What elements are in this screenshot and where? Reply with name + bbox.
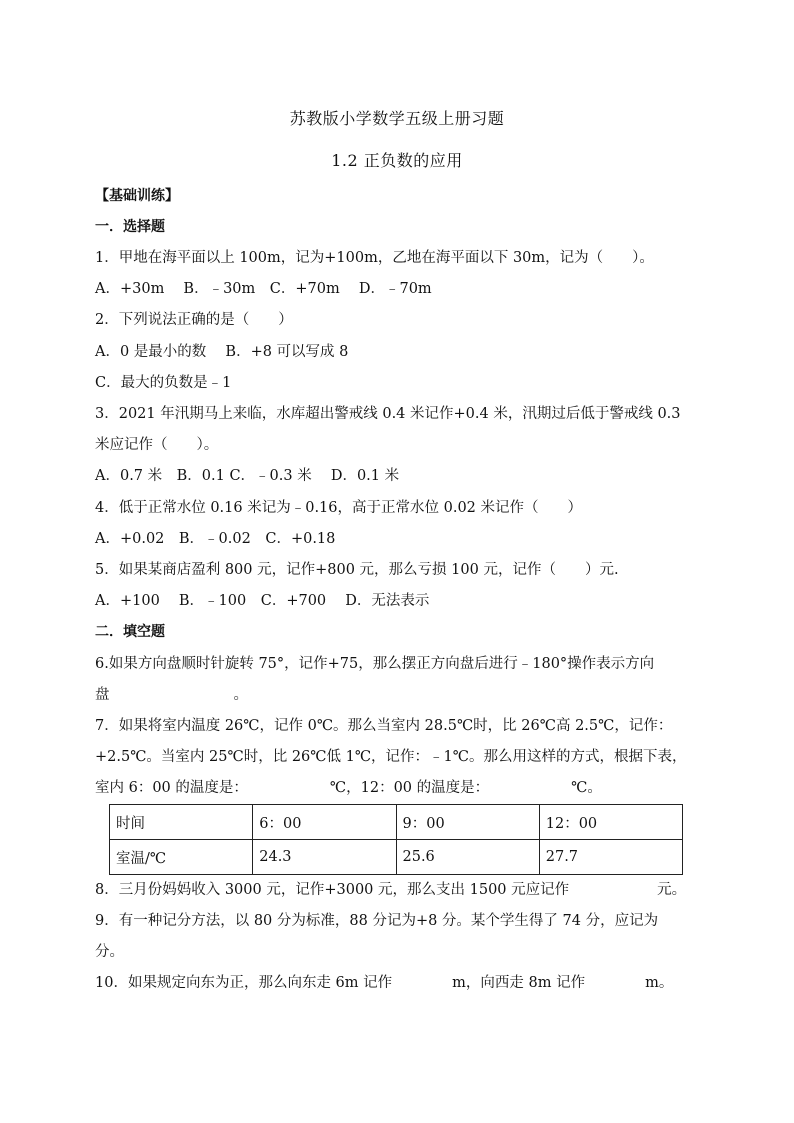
question-7-line2: +2.5℃。当室内 25℃时，比 26℃低 1℃，记作：﹣1℃。那么用这样的方式，根据下表， <box>95 749 687 765</box>
question-1: 1．甲地在海平面以上 100m，记为+100m，乙地在海平面以下 30m，记为（ ）。 <box>95 250 654 266</box>
question-6-line1: 6.如果方向盘顺时针旋转 75°，记作+75，那么摆正方向盘后进行﹣180°操作表示方向 <box>95 656 655 672</box>
document-title: 苏教版小学数学五级上册习题 <box>289 109 505 128</box>
question-8-text-b: 元。 <box>657 882 687 898</box>
question-7-text-c: ℃。 <box>571 780 602 796</box>
part1-heading: 一．选择题 <box>95 219 165 235</box>
table-cell: 25.6 <box>396 840 539 875</box>
question-7-line1: 7．如果将室内温度 26℃，记作 0℃。那么当室内 28.5℃时，比 26℃高 2.5℃，记作： <box>95 718 673 734</box>
question-7-text-a: 室内 6：00 的温度是： <box>95 780 248 796</box>
section-label: 【基础训练】 <box>95 188 179 204</box>
temperature-table <box>109 804 683 875</box>
question-6-line2 <box>95 685 725 705</box>
question-6-text-b: 。 <box>233 687 248 703</box>
question-1-options: A．+30m B．﹣30m C．+70m D．﹣70m <box>95 281 432 297</box>
question-4-options: A．+0.02 B．﹣0.02 C．+0.18 <box>95 531 336 547</box>
question-10-text-a: 10．如果规定向东为正，那么向东走 6m 记作 <box>95 975 393 991</box>
question-10-text-b: m，向西走 8m 记作 <box>452 975 586 991</box>
table-cell: 12：00 <box>539 805 682 840</box>
question-7-line3 <box>95 778 725 798</box>
table-cell: 室温/℃ <box>110 840 253 875</box>
table-row <box>110 840 683 875</box>
question-4: 4．低于正常水位 0.16 米记为﹣0.16，高于正常水位 0.02 米记作（ ） <box>95 500 583 516</box>
question-7-text-b: ℃，12：00 的温度是： <box>329 780 490 796</box>
question-9-line1: 9．有一种记分方法，以 80 分为标准，88 分记为+8 分。某个学生得了 74 分，应记为 <box>95 913 659 929</box>
question-5-options: A．+100 B．﹣100 C．+700 D．无法表示 <box>95 593 430 609</box>
table-cell: 27.7 <box>539 840 682 875</box>
table-row <box>110 805 683 840</box>
part2-heading: 二．填空题 <box>95 624 165 640</box>
question-6-text-a: 盘 <box>95 687 110 703</box>
question-2-options-c: C．最大的负数是﹣1 <box>95 375 232 391</box>
question-10 <box>95 973 725 993</box>
question-2-options-ab: A．0 是最小的数 B．+8 可以写成 8 <box>95 344 349 360</box>
question-3-line2: 米应记作（ ）。 <box>95 437 219 453</box>
lesson-subtitle: 1.2 正负数的应用 <box>331 151 463 170</box>
question-9-line2: 分。 <box>95 944 124 960</box>
table-cell: 时间 <box>110 805 253 840</box>
question-8 <box>95 880 725 900</box>
question-3-options: A．0.7 米 B．0.1 C．﹣0.3 米 D．0.1 米 <box>95 468 400 484</box>
table-cell: 24.3 <box>253 840 396 875</box>
table-cell: 6：00 <box>253 805 396 840</box>
question-10-text-c: m。 <box>645 975 674 991</box>
question-3-line1: 3．2021 年汛期马上来临，水库超出警戒线 0.4 米记作+0.4 米，汛期过后低于警戒线 0.3 <box>95 406 681 422</box>
question-2: 2．下列说法正确的是（ ） <box>95 312 293 328</box>
table-cell: 9：00 <box>396 805 539 840</box>
question-5: 5．如果某商店盈利 800 元，记作+800 元，那么亏损 100 元，记作（ ）元. <box>95 562 619 578</box>
question-8-text-a: 8．三月份妈妈收入 3000 元，记作+3000 元，那么支出 1500 元应记作 <box>95 882 570 898</box>
